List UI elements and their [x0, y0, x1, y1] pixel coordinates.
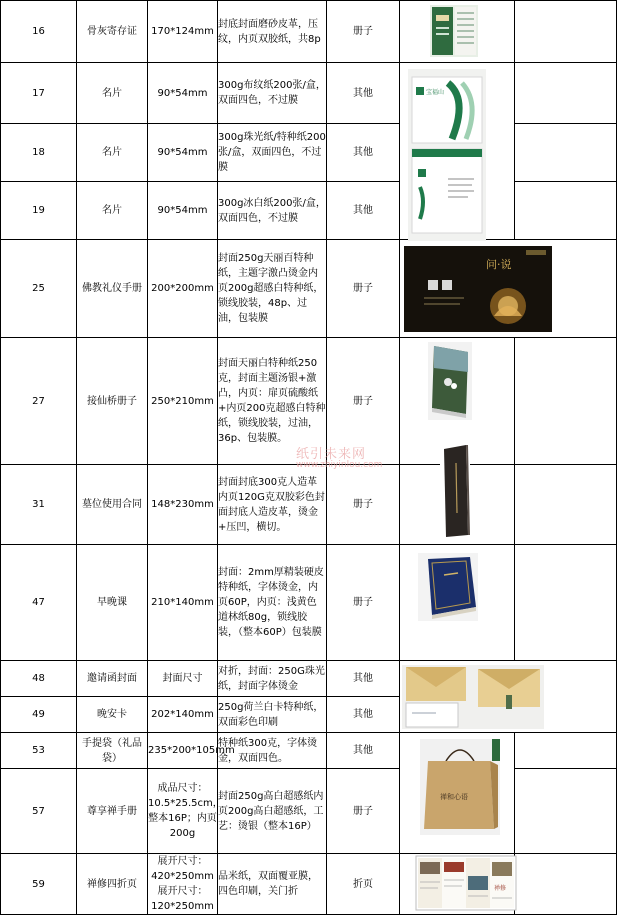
- product-image-cell: [400, 661, 617, 733]
- row-number: 17: [1, 63, 77, 124]
- bridge-booklet-thumbnail: [428, 342, 472, 420]
- table-row: [1, 733, 617, 769]
- product-category: 册子: [327, 338, 400, 465]
- table-row: [1, 63, 617, 124]
- product-spec: 封面250g天丽百特种纸，主题字激凸烫金内页200g超感白特种纸，锁线胶装，48p、过油，包装膜: [218, 240, 327, 338]
- product-size: 235*200*105mm: [148, 733, 218, 769]
- product-name: 禅修四折页: [77, 854, 148, 915]
- product-spec: 封面封底300克人造革内页120G克双胶彩色封面封底人造皮革，烫金+压凹，横切。: [218, 465, 327, 545]
- row-number: 16: [1, 1, 77, 63]
- product-spec: 300g珠光纸/特种纸200张/盒，双面四色，不过膜: [218, 124, 327, 182]
- table-row: [1, 854, 617, 915]
- product-size: 202*140mm: [148, 697, 218, 733]
- product-name: 手提袋（礼品袋）: [77, 733, 148, 769]
- product-spec: 特种纸300克，字体烫金，双面四色。: [218, 733, 327, 769]
- product-name: 早晚课: [77, 545, 148, 661]
- blank-cell: [515, 733, 617, 769]
- certificate-thumbnail: [430, 5, 478, 57]
- product-name: 名片: [77, 182, 148, 240]
- product-image-cell: [400, 465, 515, 545]
- contract-thumbnail: [440, 443, 470, 539]
- product-size: 250*210mm: [148, 338, 218, 465]
- product-spec: 250g荷兰白卡特种纸，双面彩色印刷: [218, 697, 327, 733]
- product-spec: 封面250g高白超感纸内页200g高白超感纸，工艺：烫银（整本16P）: [218, 769, 327, 854]
- business-card-thumbnail: [408, 69, 486, 241]
- product-name: 晚安卡: [77, 697, 148, 733]
- table-row: [1, 338, 617, 465]
- product-size: 210*140mm: [148, 545, 218, 661]
- product-category: 其他: [327, 63, 400, 124]
- brochure-thumbnail: [416, 856, 516, 910]
- product-category: 其他: [327, 733, 400, 769]
- blank-cell: [515, 124, 617, 182]
- product-size: 170*124mm: [148, 1, 218, 63]
- card-logo-text: 宝福山: [426, 89, 445, 96]
- watermark-brand: 纸引未来网: [296, 447, 367, 462]
- blank-cell: [515, 63, 617, 124]
- table-row: [1, 661, 617, 697]
- product-size: 封面尺寸: [148, 661, 218, 697]
- product-category: 册子: [327, 769, 400, 854]
- row-number: 48: [1, 661, 77, 697]
- product-image-cell: [400, 63, 515, 240]
- row-number: 19: [1, 182, 77, 240]
- product-spec: 300g布纹纸200张/盒，双面四色，不过膜: [218, 63, 327, 124]
- product-category: 其他: [327, 182, 400, 240]
- row-number: 25: [1, 240, 77, 338]
- blank-cell: [515, 769, 617, 854]
- product-name: 墓位使用合同: [77, 465, 148, 545]
- table-row: [1, 124, 617, 182]
- blank-cell: [515, 465, 617, 545]
- product-category: 册子: [327, 1, 400, 63]
- row-number: 59: [1, 854, 77, 915]
- watermark-url: www.zhiyinlou.com: [296, 460, 383, 470]
- product-image-cell: [400, 733, 515, 854]
- product-size: 90*54mm: [148, 182, 218, 240]
- product-name: 尊享禅手册: [77, 769, 148, 854]
- blank-cell: [515, 1, 617, 63]
- product-size: 148*230mm: [148, 465, 218, 545]
- product-category: 册子: [327, 240, 400, 338]
- product-category: 其他: [327, 661, 400, 697]
- product-category: 其他: [327, 697, 400, 733]
- product-spec: 封面：2mm厚精装硬皮特种纸，字体烫金，内页60P，内页：浅黄色道林纸80g，锁线胶装，（整本60P）包装膜: [218, 545, 327, 661]
- product-size: 成品尺寸：10.5*25.5cm，整本16P；内页200g: [148, 769, 218, 854]
- envelope-thumbnail: [402, 665, 544, 729]
- table-row: [1, 769, 617, 854]
- row-number: 57: [1, 769, 77, 854]
- bag-text: 禅和心语: [440, 793, 468, 801]
- row-number: 47: [1, 545, 77, 661]
- blank-cell: [515, 854, 617, 915]
- product-spec: 300g冰白纸200张/盒，双面四色，不过膜: [218, 182, 327, 240]
- row-number: 31: [1, 465, 77, 545]
- booklet-title-text: 问·说: [486, 258, 512, 271]
- product-name: 名片: [77, 63, 148, 124]
- product-name: 佛教礼仪手册: [77, 240, 148, 338]
- product-image-cell: [400, 1, 515, 63]
- product-name: 名片: [77, 124, 148, 182]
- table-row: [1, 465, 617, 545]
- gift-bag-thumbnail: [420, 739, 500, 835]
- row-number: 27: [1, 338, 77, 465]
- product-size: 90*54mm: [148, 124, 218, 182]
- product-size: 200*200mm: [148, 240, 218, 338]
- product-size: 90*54mm: [148, 63, 218, 124]
- product-category: 册子: [327, 545, 400, 661]
- brochure-text: 禅修: [494, 885, 507, 892]
- product-name: 邀请函封面: [77, 661, 148, 697]
- row-number: 53: [1, 733, 77, 769]
- product-image-cell: [400, 854, 515, 915]
- table-row: [1, 1, 617, 63]
- product-name: 骨灰寄存证: [77, 1, 148, 63]
- product-spec: 对折，封面：250G珠光纸，封面字体烫金: [218, 661, 327, 697]
- hardcover-book-thumbnail: [418, 553, 478, 621]
- product-spec: 品米纸，双面覆亚膜，四色印刷，关门折: [218, 854, 327, 915]
- ritual-booklet-thumbnail: [404, 246, 552, 332]
- blank-cell: [515, 182, 617, 240]
- table-row: [1, 545, 617, 661]
- product-spec: 封面天丽白特种纸250克，封面主题汤银+激凸，内页：扉页硫酸纸+内页200克超感白特种纸，锁线胶装，过油，36p、包装膜。: [218, 338, 327, 465]
- product-image-cell: [400, 545, 515, 661]
- product-category: 其他: [327, 124, 400, 182]
- product-spec: 封底封面磨砂皮革，压纹，内页双胶纸，共8p: [218, 1, 327, 63]
- blank-cell: [515, 338, 617, 465]
- row-number: 18: [1, 124, 77, 182]
- table-row: [1, 182, 617, 240]
- product-size: 展开尺寸：420*250mm展开尺寸：120*250mm: [148, 854, 218, 915]
- table-row: [1, 240, 617, 338]
- product-category: 折页: [327, 854, 400, 915]
- product-name: 接仙桥册子: [77, 338, 148, 465]
- row-number: 49: [1, 697, 77, 733]
- product-image-cell: [400, 240, 617, 338]
- blank-cell: [515, 545, 617, 661]
- product-category: 册子: [327, 465, 400, 545]
